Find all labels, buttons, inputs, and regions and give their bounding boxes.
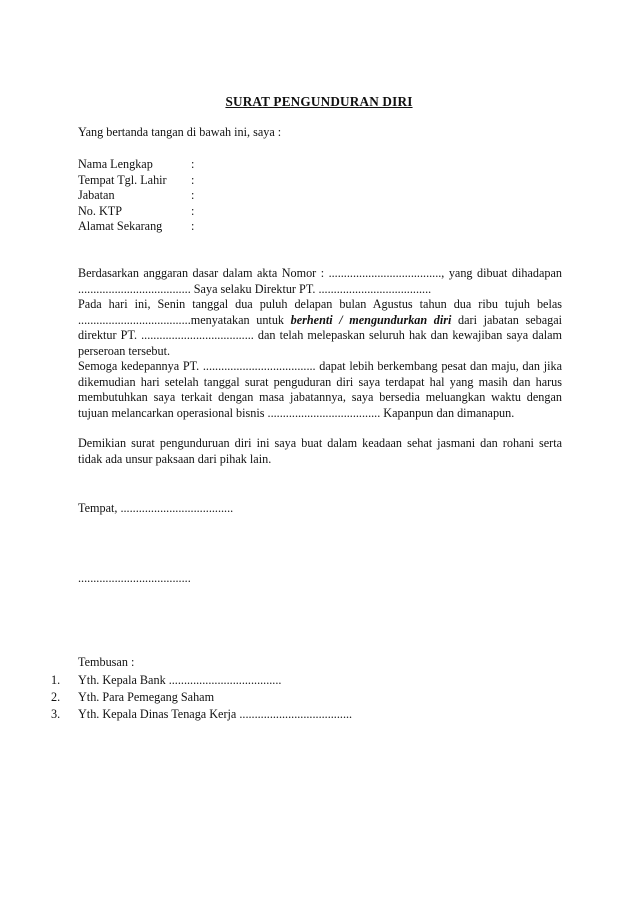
list-number: 1. [51,673,61,687]
place-line: Tempat, ..................................... [78,501,234,515]
resignation-text-end: dari jabatan sebagai direktur PT. ..................................... dan telah melepaskan seluruh hak dan kewajiban saya dalam perseroan tersebut. [78,312,562,358]
list-item [0,689,600,706]
paragraph-deed: Berdasarkan anggaran dasar dalam akta Nomor : ....................................., yang dibuat dihadapan ..................................... Saya selaku Direktur PT. ..................................... [78,266,562,296]
field-row-position [78,188,278,204]
field-label-ktp: No. KTP [78,203,123,218]
intro-text: Yang bertanda tangan di bawah ini, saya : [78,125,282,139]
field-row-ktp [78,204,278,220]
resignation-emphasis: berhenti / mengundurkan diri [290,312,452,327]
body-paragraph-main [78,266,562,421]
field-label-name: Nama Lengkap [78,157,153,171]
list-item [0,672,600,689]
list-number: 2. [51,690,61,704]
cc-list [0,672,600,723]
field-row-birth [78,173,278,189]
letter-title: SURAT PENGUNDURAN DIRI [225,94,413,109]
field-label-position: Jabatan [78,188,115,202]
field-row-address [78,219,278,235]
closing-paragraph: Demikian surat pengunduruan diri ini saya buat dalam keadaan sehat jasmani dan rohani serta tidak ada unsur paksaan dari pihak lain. [78,436,562,466]
field-colon: : [191,188,195,202]
paragraph-resignation [78,297,562,359]
paragraph-wishes: Semoga kedepannya PT. ..................................... dapat lebih berkembang pesat dan maju, dan jika dikemudian hari setelah tanggal surat penguduran diri saya terdapat hal yang masih dan harus membutuhkan saya terkait dengan masa jabatannya, saya bersedia meluangkan waktu dengan tujuan melancarkan operasional bisnis ..................................... Kapanpun dan dimanapun. [78,359,562,420]
list-text: Yth. Kepala Bank ..................................... [78,673,282,687]
field-label-address: Alamat Sekarang [78,219,163,233]
field-colon: : [191,203,195,218]
list-number: 3. [51,707,61,721]
list-text: Yth. Para Pemegang Saham [78,690,215,704]
signature-line: ..................................... [78,571,191,585]
identity-fields [78,157,278,235]
cc-heading: Tembusan : [78,655,135,669]
field-colon: : [191,172,195,187]
list-text: Yth. Kepala Dinas Tenaga Kerja ..................................... [78,707,353,721]
field-colon: : [191,157,195,171]
list-item [0,706,600,723]
resignation-text-start: Pada hari ini, Senin tanggal dua puluh delapan bulan Agustus tahun dua ribu tujuh belas .....................................menyatakan untuk [78,297,562,327]
field-colon: : [191,219,195,233]
field-row-name [78,157,278,173]
field-label-birth: Tempat Tgl. Lahir [78,172,167,187]
